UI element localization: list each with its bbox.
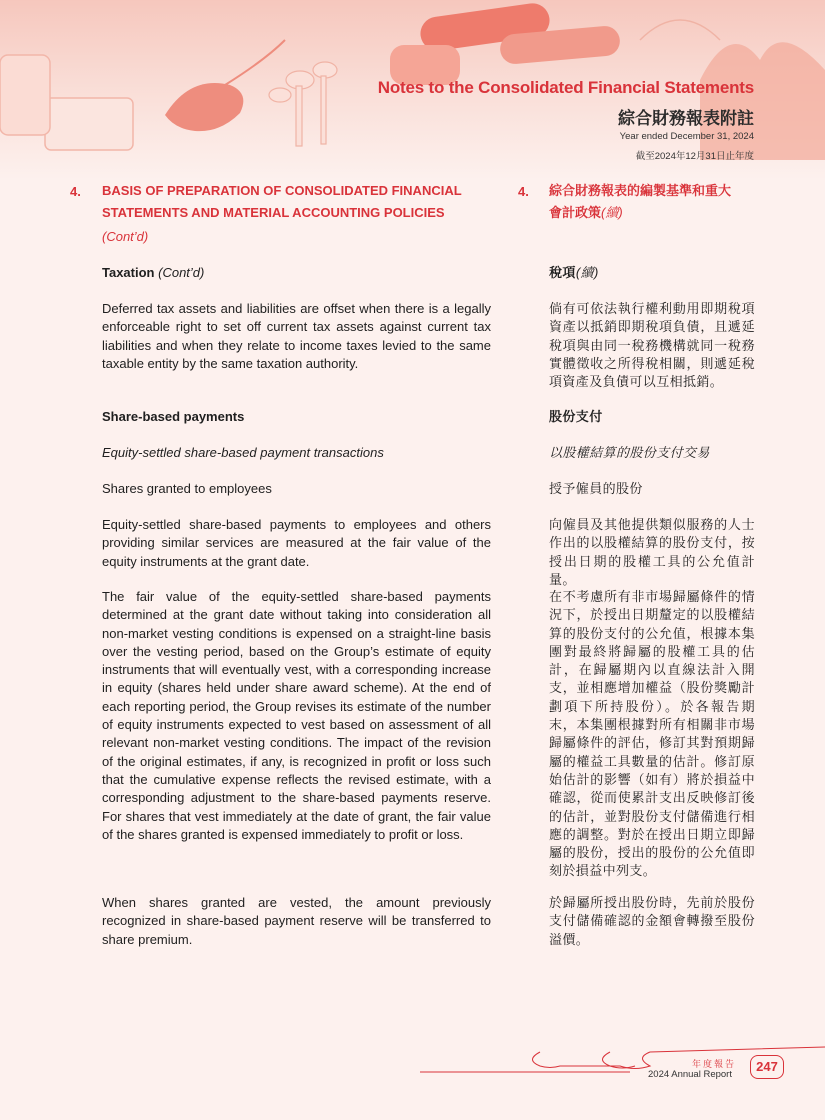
period-zh: 截至2024年12月31日止年度 bbox=[635, 151, 754, 162]
taxation-heading-zh-label: 稅項 bbox=[549, 265, 576, 280]
taxation-paragraph-zh: 倘有可依法執行權利動用即期稅項資產以抵銷即期稅項負債，且遞延稅項與由同一稅務機構就同一稅務實體徵收之所得稅相關，則遞延稅項資產及負債可以互相抵銷。 bbox=[549, 301, 755, 390]
sausage-illustration bbox=[390, 1, 621, 85]
page-title-zh: 綜合財務報表附註 bbox=[618, 109, 754, 128]
mountain-illustration bbox=[700, 42, 825, 160]
share-based-heading-zh: 股份支付 bbox=[549, 409, 603, 424]
share-based-heading-en: Share-based payments bbox=[102, 409, 245, 424]
share-payment-paragraph1-zh: 向僱員及其他提供類似服務的人士作出的以股權結算的股份支付，按授出日期的股權工具的公允值計量。 bbox=[549, 517, 755, 587]
tofu-block bbox=[0, 55, 50, 135]
share-payment-paragraph2-zh: 在不考慮所有非市場歸屬條件的情況下，於授出日期釐定的以股權結算的股份支付的公允值，根據本集團對最終將歸屬的股權工具的估計，在歸屬期內以直線法計入開支，並相應增加權益（股份獎勵計劃項下所持股份）。於各報告期末，本集團根據對所有相關非市場歸屬條件的評估，修訂其對預期歸屬的權益工具數量的估計。修訂原始估計的影響（如有）將於損益中確認，從而使累計支出反映修訂後的估計，並對股份支付儲備進行相應的調整。對於在授出日期立即歸屬的股份，授出的股份的公允值即刻於損益中列支。 bbox=[549, 589, 755, 879]
share-payment-paragraph1-en: Equity-settled share-based payments to employees and others providing similar services are measured at the fair value of the equity instruments at the grant date. bbox=[102, 517, 491, 569]
footer-report-en: 2024 Annual Report bbox=[648, 1069, 732, 1080]
shares-granted-subheading-en: Shares granted to employees bbox=[102, 481, 272, 496]
shrimp-illustration bbox=[165, 83, 243, 131]
section-title-zh-line1: 綜合財務報表的編製基準和重大 bbox=[549, 183, 732, 198]
equity-settled-subheading-en: Equity-settled share-based payment transactions bbox=[102, 445, 384, 460]
section-title-en bbox=[102, 180, 502, 224]
section-number-en: 4. bbox=[70, 184, 81, 199]
period-en: Year ended December 31, 2024 bbox=[619, 131, 754, 142]
taxation-heading-contd: (Cont’d) bbox=[158, 265, 205, 280]
taxation-heading-zh-contd: (續) bbox=[575, 265, 599, 280]
share-payment-paragraph3-zh: 於歸屬所授出股份時，先前於股份支付儲備確認的金額會轉撥至股份溢價。 bbox=[549, 895, 755, 947]
taxation-heading-zh bbox=[549, 264, 755, 282]
mushroom-illustration bbox=[269, 62, 337, 146]
section-title-zh-line2: 會計政策 bbox=[549, 205, 602, 220]
taxation-heading-en bbox=[102, 264, 491, 282]
section-number-zh: 4. bbox=[518, 184, 529, 199]
taxation-paragraph-en: Deferred tax assets and liabilities are offset when there is a legally enforceable right to set off current tax assets against current tax liabilities and when they relate to income taxes levied to the same taxable entity by the same taxation authority. bbox=[102, 301, 491, 371]
shares-granted-subheading-zh: 授予僱員的股份 bbox=[549, 481, 643, 496]
share-payment-paragraph2-en: The fair value of the equity-settled share-based payments determined at the grant date without taking into consideration all non-market vesting conditions is expensed on a straight-line basis over the vesting period, based on the Group’s estimate of equity instruments that will eventually vest, with a corresponding increase in equity (shares held under share award scheme). At the end of each reporting period, the Group revises its estimate of the number of equity instruments expected to vest based on assessment of all relevant non-market vesting conditions. The impact of the revision of the original estimates, if any, is recognized in profit or loss such that the cumulative expense reflects the revised estimate, with a corresponding adjustment to the share-based payments reserve. For shares that vest immediately at the date of grant, the fair value of the shares granted is expensed immediately to profit or loss. bbox=[102, 589, 491, 842]
footer-report-zh: 年度報告 bbox=[692, 1059, 737, 1069]
section-contd-zh: (續) bbox=[601, 205, 623, 220]
share-payment-paragraph3-en: When shares granted are vested, the amount previously recognized in share-based payment reserve will be transferred to share premium. bbox=[102, 895, 491, 947]
section-title-en-line2: STATEMENTS AND MATERIAL ACCOUNTING POLICIES bbox=[102, 205, 445, 220]
section-title-en-line1: BASIS OF PREPARATION OF CONSOLIDATED FINANCIAL bbox=[102, 183, 462, 198]
page-title-en: Notes to the Consolidated Financial Statements bbox=[377, 78, 754, 97]
section-title-zh bbox=[549, 180, 764, 224]
taxation-heading-label: Taxation bbox=[102, 265, 155, 280]
equity-settled-subheading-zh: 以股權結算的股份支付交易 bbox=[549, 445, 710, 460]
page-number: 247 bbox=[750, 1055, 784, 1079]
section-contd-en: (Cont’d) bbox=[102, 229, 149, 244]
tofu-block bbox=[45, 98, 133, 150]
